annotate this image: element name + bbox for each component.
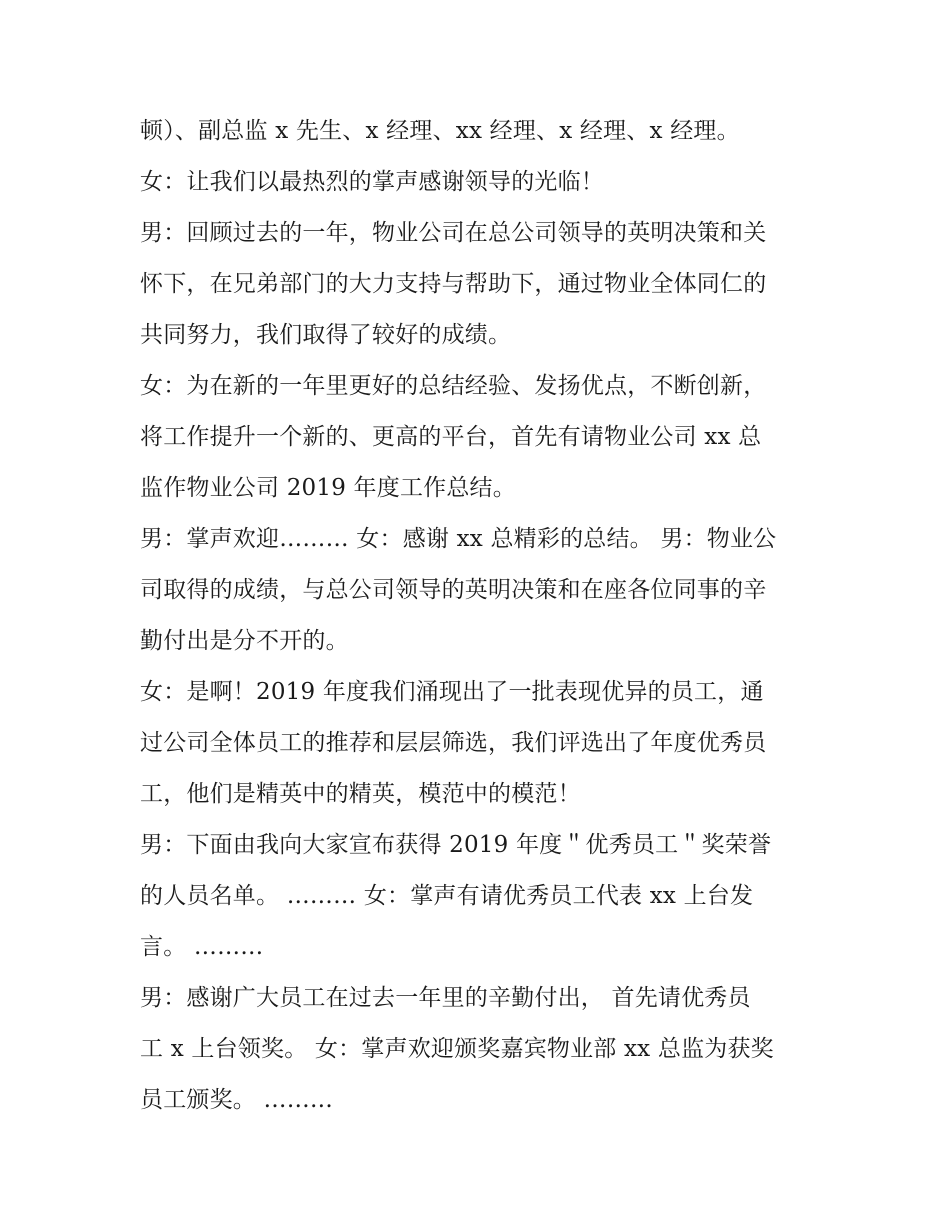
text-line: 司取得的成绩，与总公司领导的英明决策和在座各位同事的辛: [140, 577, 767, 603]
text-line: 男：回顾过去的一年，物业公司在总公司领导的英明决策和关: [140, 220, 767, 246]
text-line: 将工作提升一个新的、更高的平台，首先有请物业公司 xx 总: [140, 424, 762, 450]
text-line: 怀下，在兄弟部门的大力支持与帮助下，通过物业全体同仁的: [140, 271, 767, 297]
text-line: 顿）、副总监 x 先生、x 经理、xx 经理、x 经理、x 经理。: [140, 118, 740, 144]
text-line: 男：感谢广大员工在过去一年里的辛勤付出， 首先请优秀员: [140, 985, 751, 1011]
text-line: 共同努力，我们取得了较好的成绩。: [140, 322, 512, 348]
text-line: 女：让我们以最热烈的掌声感谢领导的光临！: [140, 169, 604, 195]
text-line: 男：掌声欢迎……… 女：感谢 xx 总精彩的总结。 男：物业公: [140, 526, 777, 552]
text-line: 男：下面由我向大家宣布获得 2019 年度＂优秀员工＂奖荣誉: [140, 832, 772, 858]
text-line: 工，他们是精英中的精英，模范中的模范！: [140, 781, 581, 807]
text-line: 女：是啊！2019 年度我们涌现出了一批表现优异的员工，通: [140, 679, 764, 705]
text-line: 女：为在新的一年里更好的总结经验、发扬优点，不断创新，: [140, 373, 767, 399]
document-body: [140, 106, 820, 1126]
text-line: 的人员名单。 ……… 女：掌声有请优秀员工代表 xx 上台发: [140, 883, 754, 909]
text-line: 过公司全体员工的推荐和层层筛选，我们评选出了年度优秀员: [140, 730, 767, 756]
text-line: 言。 ………: [140, 934, 264, 960]
text-line: 员工颁奖。 ………: [140, 1087, 334, 1113]
text-line: 工 x 上台领奖。 女：掌声欢迎颁奖嘉宾物业部 xx 总监为获奖: [140, 1036, 774, 1062]
text-line: 监作物业公司 2019 年度工作总结。: [140, 475, 516, 501]
text-line: 勤付出是分不开的。: [140, 628, 349, 654]
